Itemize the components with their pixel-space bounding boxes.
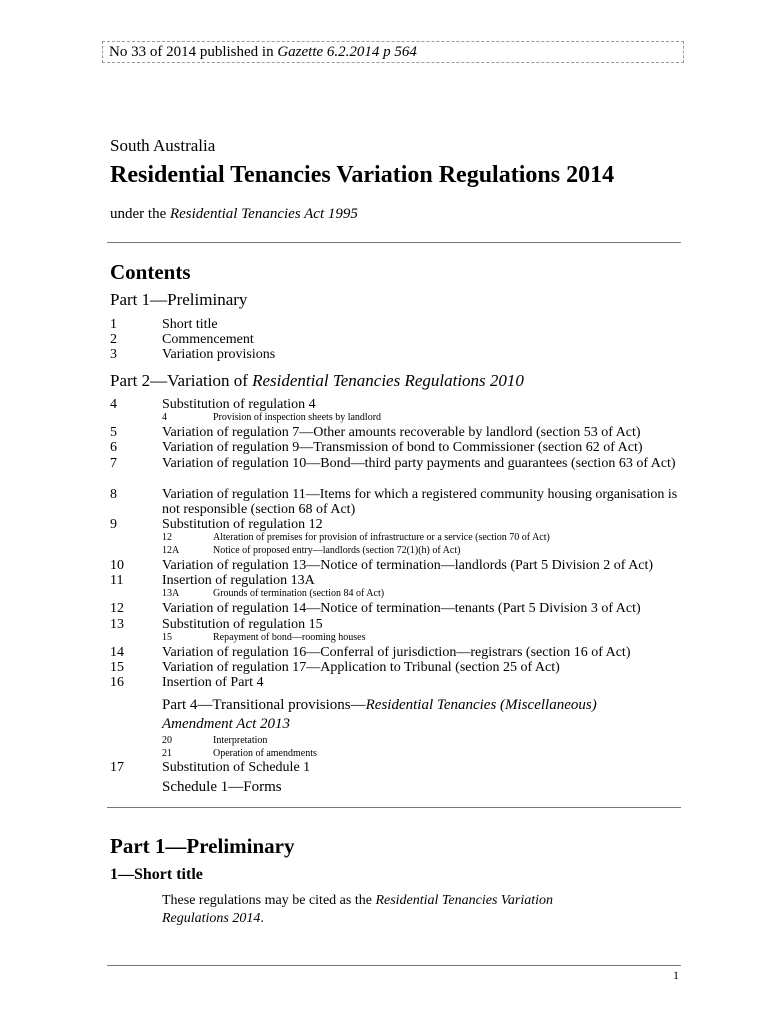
toc-subitem-text: Interpretation bbox=[213, 735, 268, 746]
toc-part-2-prefix: Part 2—Variation of bbox=[110, 371, 248, 390]
toc-item-text: Variation of regulation 11—Items for which a registered community housing organisation is not responsible (section 68 of Act) bbox=[162, 487, 678, 517]
toc-item-number: 3 bbox=[110, 347, 117, 362]
publication-gazette: Gazette 6.2.2014 p 564 bbox=[277, 44, 417, 60]
toc-item-number: 7 bbox=[110, 456, 117, 471]
toc-subitem-text: Repayment of bond—rooming houses bbox=[213, 632, 366, 643]
toc-item-number: 17 bbox=[110, 760, 124, 775]
publication-prefix: No 33 of 2014 published in bbox=[109, 44, 274, 60]
toc-part-2 bbox=[110, 371, 524, 391]
toc-item-text: Variation of regulation 16—Conferral of jurisdiction—registrars (section 16 of Act) bbox=[162, 645, 631, 660]
toc-item-text: Substitution of Schedule 1 bbox=[162, 760, 311, 775]
divider bbox=[107, 807, 681, 808]
toc-item-number: 13 bbox=[110, 617, 124, 632]
toc-item-number: 5 bbox=[110, 425, 117, 440]
toc-item-number: 12 bbox=[110, 601, 124, 616]
page-number: 1 bbox=[673, 968, 679, 982]
section-1-text-prefix: These regulations may be cited as the bbox=[162, 893, 372, 908]
section-1-text bbox=[162, 892, 612, 928]
document-title: Residential Tenancies Variation Regulations 2014 bbox=[110, 162, 615, 188]
toc-item-number: 4 bbox=[110, 397, 117, 412]
toc-item-text: Variation of regulation 10—Bond—third party payments and guarantees (section 63 of Act) bbox=[162, 456, 676, 471]
toc-item-text: Short title bbox=[162, 317, 218, 332]
jurisdiction: South Australia bbox=[110, 136, 216, 155]
enabling-act: Residential Tenancies Act 1995 bbox=[169, 206, 358, 222]
toc-item-text: Variation of regulation 7—Other amounts recoverable by landlord (section 53 of Act) bbox=[162, 425, 641, 440]
toc-subitem-number: 15 bbox=[162, 632, 172, 643]
publication-notice bbox=[102, 41, 684, 63]
toc-subitem-text: Provision of inspection sheets by landlord bbox=[213, 412, 382, 423]
toc-item-text: Substitution of regulation 4 bbox=[162, 397, 316, 412]
toc-item-text: Variation of regulation 14—Notice of termination—tenants (Part 5 Division 3 of Act) bbox=[162, 601, 641, 616]
under-prefix: under the bbox=[110, 206, 167, 222]
toc-item-number: 2 bbox=[110, 332, 117, 347]
toc-part-1: Part 1—Preliminary bbox=[110, 290, 248, 309]
toc-item-text: Variation provisions bbox=[162, 347, 276, 362]
toc-item-text: Variation of regulation 17—Application to Tribunal (section 25 of Act) bbox=[162, 660, 560, 675]
toc-item-text: Insertion of Part 4 bbox=[162, 675, 264, 690]
toc-item-number: 14 bbox=[110, 645, 124, 660]
toc-subitem-text: Notice of proposed entry—landlords (section 72(1)(h) of Act) bbox=[213, 545, 461, 556]
toc-item-number: 11 bbox=[110, 573, 124, 588]
toc-item-number: 15 bbox=[110, 660, 124, 675]
toc-part-4-italic: Residential Tenancies (Miscellaneous) Amendment Act 2013 bbox=[162, 697, 597, 732]
toc-item-number: 16 bbox=[110, 675, 124, 690]
toc-subitem-number: 13A bbox=[162, 588, 180, 599]
toc-subitem-number: 20 bbox=[162, 735, 172, 746]
toc-subitem-text: Operation of amendments bbox=[213, 748, 317, 759]
toc-schedule-1: Schedule 1—Forms bbox=[162, 779, 282, 795]
toc-subitem-number: 4 bbox=[162, 412, 167, 423]
part-1-heading: Part 1—Preliminary bbox=[110, 834, 295, 858]
toc-subitem-number: 12A bbox=[162, 545, 180, 556]
toc-item-number: 6 bbox=[110, 440, 117, 455]
toc-item-text: Substitution of regulation 12 bbox=[162, 517, 323, 532]
section-1-heading: 1—Short title bbox=[110, 866, 203, 883]
regulations-title-ref: Residential Tenancies Variation Regulations 2014 bbox=[162, 893, 554, 926]
toc-part-4 bbox=[162, 696, 632, 734]
toc-item-text: Commencement bbox=[162, 332, 254, 347]
divider bbox=[107, 242, 681, 243]
toc-item-number: 8 bbox=[110, 487, 117, 502]
footer-rule bbox=[107, 965, 681, 966]
toc-item-text: Substitution of regulation 15 bbox=[162, 617, 323, 632]
toc-subitem-text: Grounds of termination (section 84 of Act) bbox=[213, 588, 385, 599]
toc-item-number: 10 bbox=[110, 558, 124, 573]
section-1-text-suffix: . bbox=[260, 911, 264, 926]
toc-subitem-text: Alteration of premises for provision of infrastructure or a service (section 70 of Act) bbox=[213, 532, 550, 543]
toc-item-number: 9 bbox=[110, 517, 117, 532]
enabling-act-line bbox=[110, 206, 358, 223]
toc-part-4-prefix: Part 4—Transitional provisions— bbox=[162, 697, 366, 713]
toc-subitem-number: 21 bbox=[162, 748, 172, 759]
toc-item-text: Insertion of regulation 13A bbox=[162, 573, 315, 588]
toc-part-2-italic: Residential Tenancies Regulations 2010 bbox=[252, 371, 524, 390]
contents-heading: Contents bbox=[110, 260, 191, 284]
toc-item-text: Variation of regulation 13—Notice of termination—landlords (Part 5 Division 2 of Act) bbox=[162, 558, 654, 573]
toc-subitem-number: 12 bbox=[162, 532, 172, 543]
toc-item-number: 1 bbox=[110, 317, 117, 332]
toc-item-text: Variation of regulation 9—Transmission of bond to Commissioner (section 62 of Act) bbox=[162, 440, 643, 455]
